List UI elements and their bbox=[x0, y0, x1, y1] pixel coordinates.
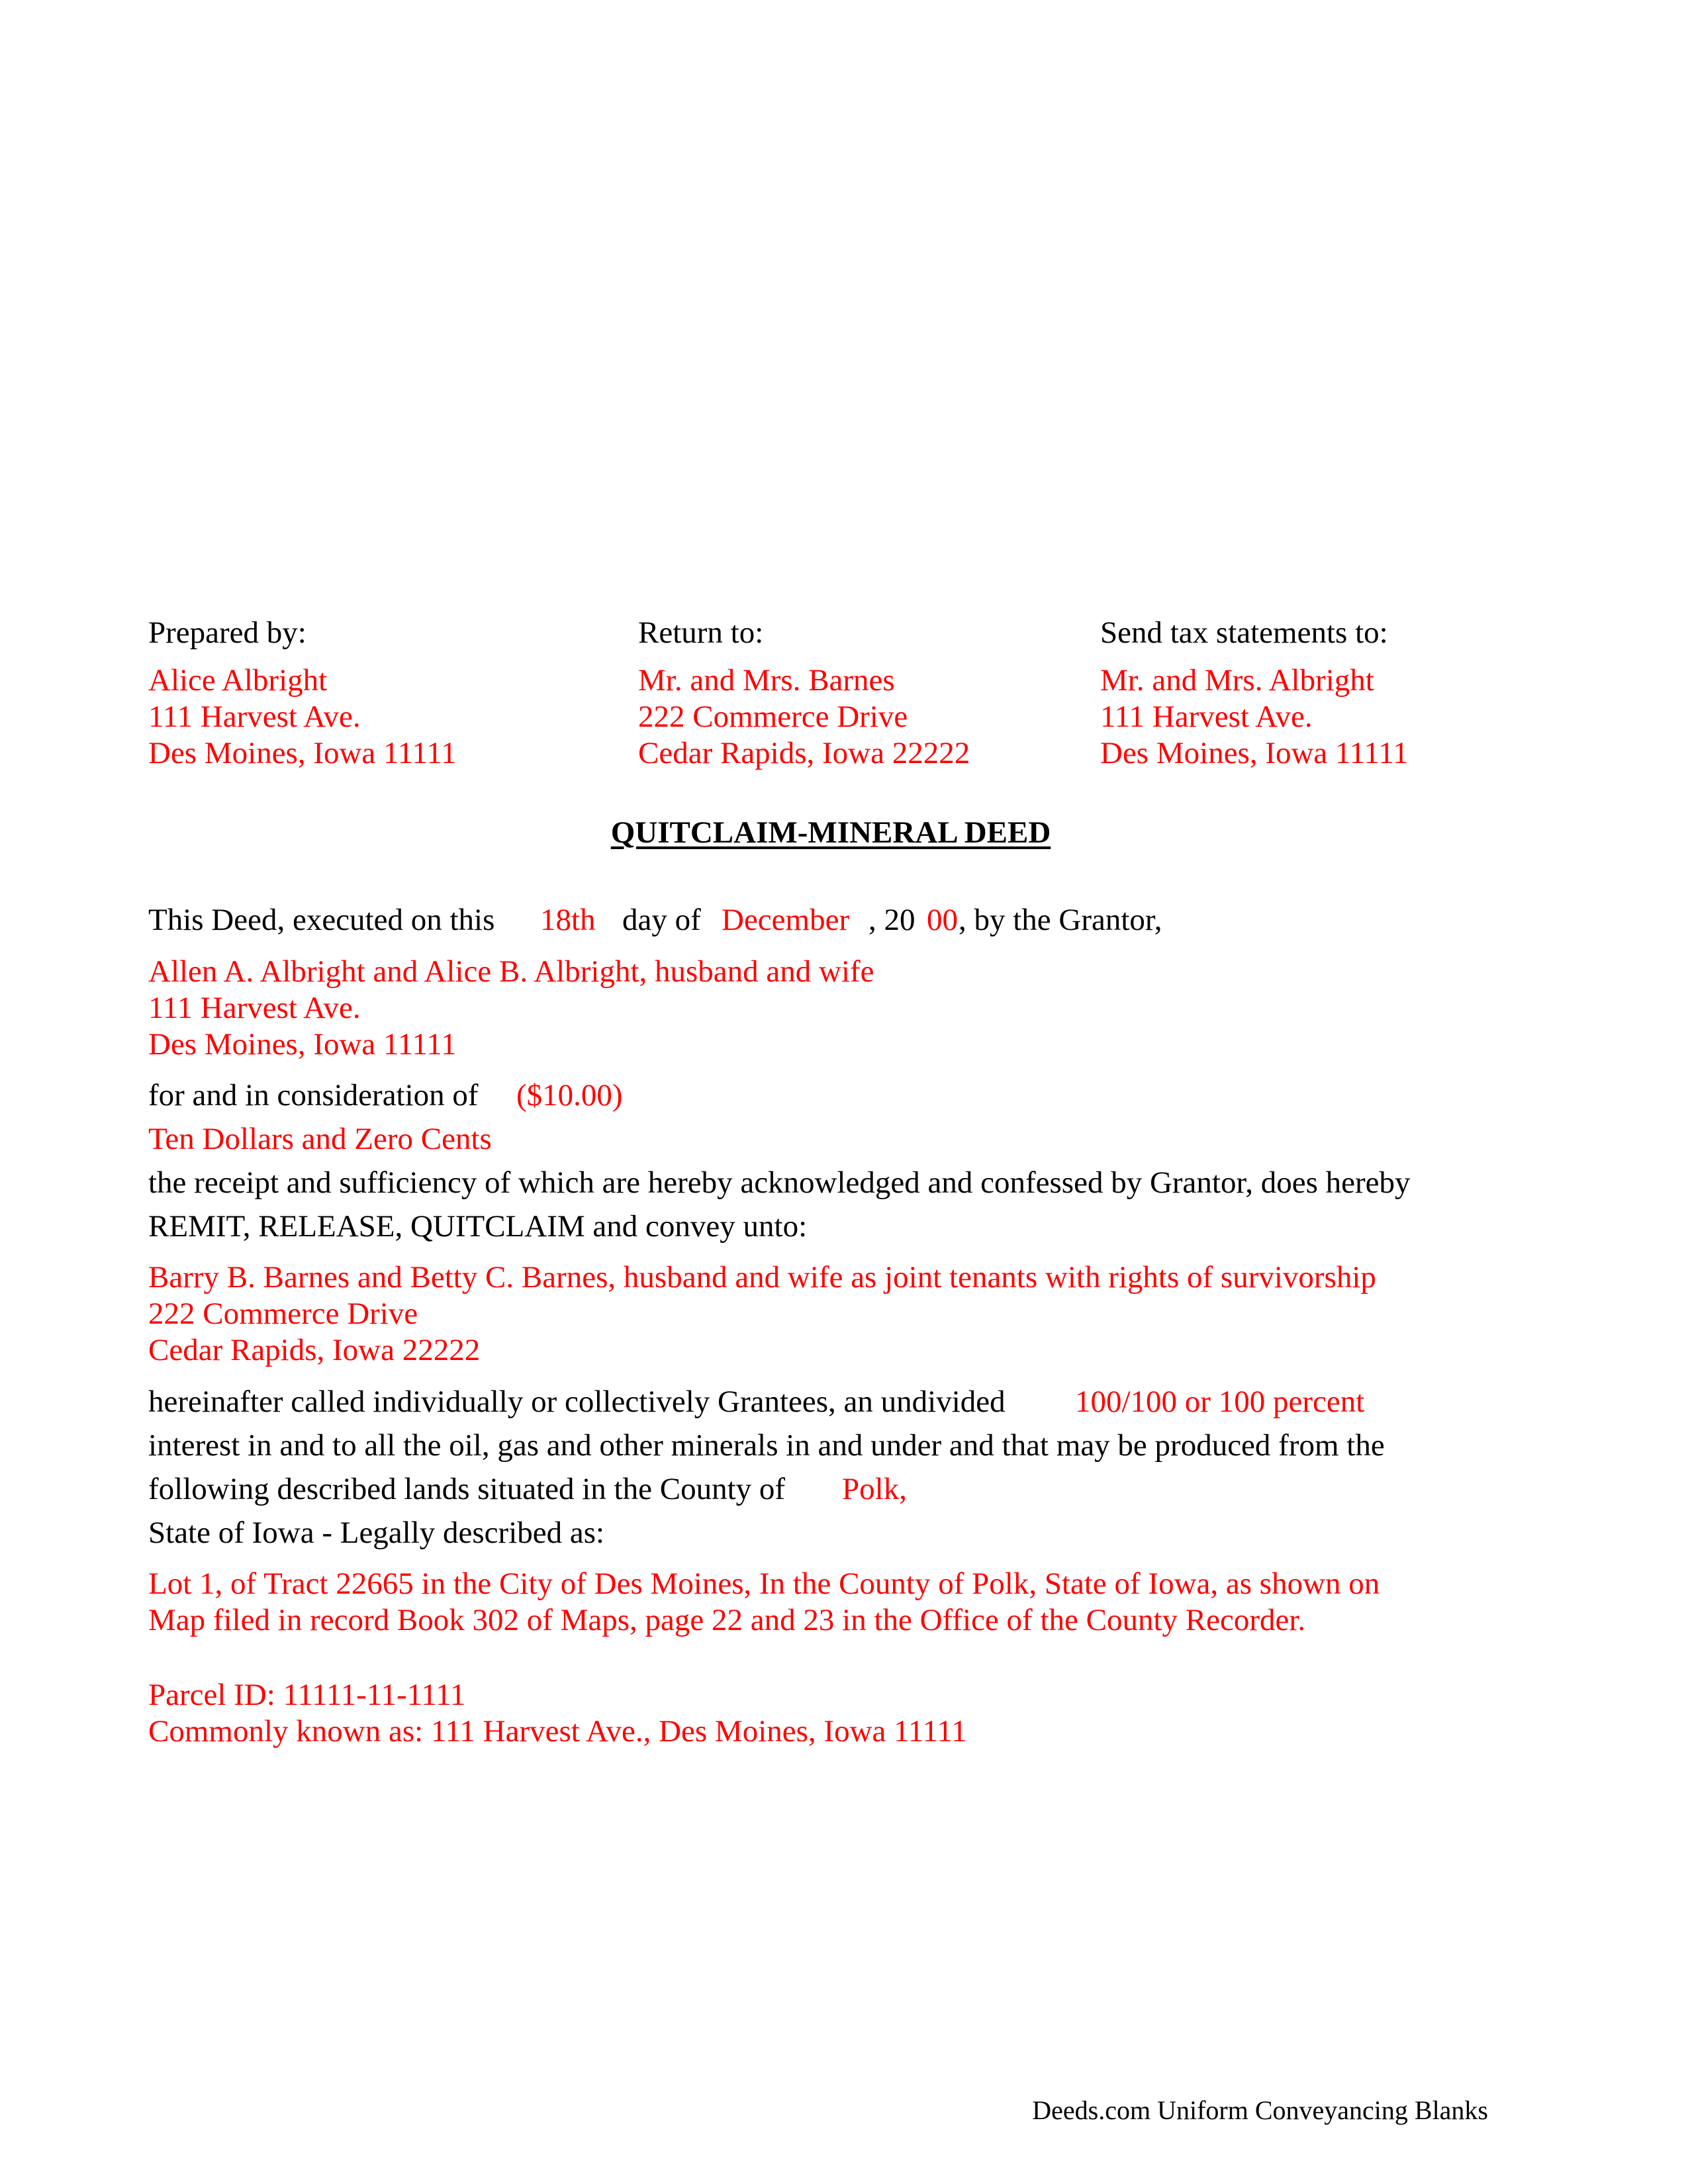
interest-line: interest in and to all the oil, gas and other minerals in and under and that may be produced from the bbox=[148, 1428, 1385, 1463]
deed-month: December bbox=[722, 903, 850, 937]
tax-statements-name: Mr. and Mrs. Albright bbox=[1100, 663, 1374, 698]
hereinafter-prefix: hereinafter called individually or collectively Grantees, an undivided bbox=[148, 1385, 1006, 1419]
county-name: Polk, bbox=[842, 1472, 907, 1506]
deed-title: QUITCLAIM-MINERAL DEED bbox=[610, 815, 1051, 850]
footer-text: Deeds.com Uniform Conveyancing Blanks bbox=[1032, 2095, 1488, 2125]
prepared-by-street: 111 Harvest Ave. bbox=[148, 700, 361, 734]
grantor-city: Des Moines, Iowa 11111 bbox=[148, 1027, 457, 1062]
deed-year-prefix: , 20 bbox=[868, 903, 915, 937]
interest-percent: 100/100 or 100 percent bbox=[1075, 1385, 1365, 1419]
tax-statements-street: 111 Harvest Ave. bbox=[1100, 700, 1313, 734]
return-to-city: Cedar Rapids, Iowa 22222 bbox=[638, 736, 970, 770]
by-grantor-text: , by the Grantor, bbox=[959, 903, 1162, 937]
intro-prefix: This Deed, executed on this bbox=[148, 903, 495, 937]
state-line: State of Iowa - Legally described as: bbox=[148, 1516, 605, 1550]
return-to-street: 222 Commerce Drive bbox=[638, 700, 908, 734]
deed-year-suffix: 00 bbox=[927, 903, 958, 937]
county-prefix: following described lands situated in the County of bbox=[148, 1472, 786, 1506]
consideration-amount: ($10.00) bbox=[516, 1078, 623, 1113]
grantee-street: 222 Commerce Drive bbox=[148, 1297, 418, 1331]
legal-description-line-2: Map filed in record Book 302 of Maps, page 22 and 23 in the Office of the County Recorder. bbox=[148, 1603, 1306, 1637]
day-of-text: day of bbox=[622, 903, 701, 937]
grantee-city: Cedar Rapids, Iowa 22222 bbox=[148, 1333, 481, 1367]
grantee-names: Barry B. Barnes and Betty C. Barnes, husband and wife as joint tenants with rights of survivorship bbox=[148, 1260, 1376, 1295]
commonly-known-as: Commonly known as: 111 Harvest Ave., Des Moines, Iowa 11111 bbox=[148, 1714, 967, 1749]
receipt-line-1: the receipt and sufficiency of which are hereby acknowledged and confessed by Grantor, does hereby bbox=[148, 1165, 1411, 1200]
grantor-names: Allen A. Albright and Alice B. Albright, husband and wife bbox=[148, 954, 874, 989]
deed-day: 18th bbox=[540, 903, 596, 937]
return-to-label: Return to: bbox=[638, 615, 764, 650]
grantor-street: 111 Harvest Ave. bbox=[148, 991, 361, 1025]
legal-description-line-1: Lot 1, of Tract 22665 in the City of Des Moines, In the County of Polk, State of Iowa, as shown on bbox=[148, 1567, 1380, 1601]
prepared-by-name: Alice Albright bbox=[148, 663, 328, 698]
prepared-by-city: Des Moines, Iowa 11111 bbox=[148, 736, 457, 770]
consideration-words: Ten Dollars and Zero Cents bbox=[148, 1122, 492, 1156]
return-to-name: Mr. and Mrs. Barnes bbox=[638, 663, 895, 698]
parcel-id: Parcel ID: 11111-11-1111 bbox=[148, 1678, 466, 1712]
prepared-by-label: Prepared by: bbox=[148, 615, 306, 650]
consideration-prefix: for and in consideration of bbox=[148, 1078, 479, 1113]
receipt-line-2: REMIT, RELEASE, QUITCLAIM and convey unto: bbox=[148, 1209, 808, 1244]
tax-statements-label: Send tax statements to: bbox=[1100, 615, 1388, 650]
tax-statements-city: Des Moines, Iowa 11111 bbox=[1100, 736, 1409, 770]
